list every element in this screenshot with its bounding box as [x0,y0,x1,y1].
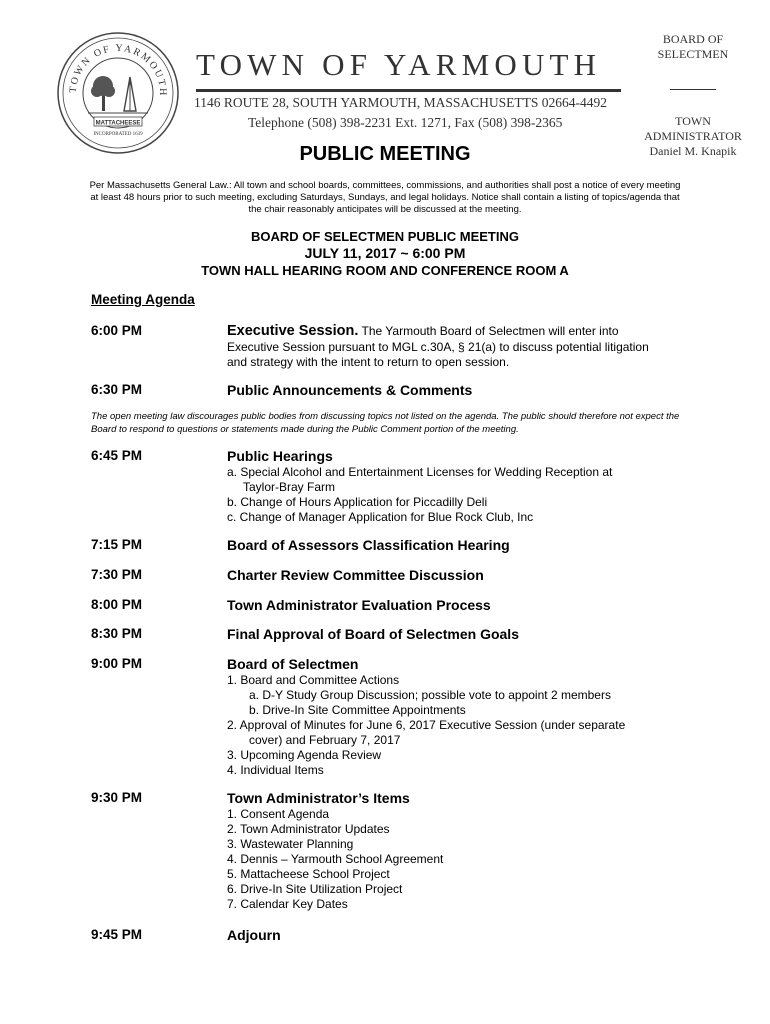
item-time: 9:30 PM [91,790,143,805]
sub-item: b. Change of Hours Application for Piccadilly Deli [227,495,488,509]
sub-item: a. Special Alcohol and Entertainment Licenses for Wedding Reception at [227,465,613,479]
admin-line-2: ADMINISTRATOR [644,129,742,143]
town-address: 1146 ROUTE 28, SOUTH YARMOUTH, MASSACHUSETTS 02664-4492 [194,95,608,110]
admin-name: Daniel M. Knapik [649,144,737,158]
item-time: 8:00 PM [91,597,143,612]
item-content [227,448,687,525]
page-title: PUBLIC MEETING [299,143,471,165]
sub-item: a. D-Y Study Group Discussion; possible vote to appoint 2 members [249,688,611,702]
meeting-location: TOWN HALL HEARING ROOM AND CONFERENCE ROOM A [201,263,569,278]
item-title: Board of Assessors Classification Hearing [227,537,510,553]
letterhead-rule [196,89,621,92]
item-title: Board of Selectmen [227,656,359,672]
item-text-line: and strategy with the intent to return to open session. [227,355,510,369]
town-title: TOWN OF YARMOUTH [196,47,602,82]
item-title: Executive Session. [227,323,359,339]
seal-top-text: TOWN OF YARMOUTH [67,42,169,98]
town-seal [56,31,180,155]
board-line-1: BOARD OF [662,32,724,46]
item-content [227,790,687,912]
sub-item: Taylor-Bray Farm [243,480,336,494]
admin-line-1: TOWN [675,114,711,128]
town-phone: Telephone (508) 398-2231 Ext. 1271, Fax (508) 398-2365 [248,115,563,130]
seal-year-text: INCORPORATED 1639 [93,132,143,137]
sub-item: c. Change of Manager Application for Blue Rock Club, Inc [227,510,534,524]
item-content [227,323,687,370]
item-time: 7:15 PM [91,537,143,552]
item-time: 8:30 PM [91,626,143,641]
sub-item: 2. Approval of Minutes for June 6, 2017 Executive Session (under separate [227,718,626,732]
item-title: Charter Review Committee Discussion [227,567,484,583]
sub-item: 3. Upcoming Agenda Review [227,748,382,762]
sub-item: 2. Town Administrator Updates [227,822,390,836]
board-line-2: SELECTMEN [657,47,729,61]
item-text-line: Executive Session pursuant to MGL c.30A, § 21(a) to discuss potential litigation [227,340,649,354]
sub-item: 4. Dennis – Yarmouth School Agreement [227,852,444,866]
item-title: Public Hearings [227,448,333,464]
item-title: Final Approval of Board of Selectmen Goals [227,626,519,642]
sub-item: 3. Wastewater Planning [227,837,354,851]
sub-item: 1. Consent Agenda [227,807,330,821]
seal-band-text: MATTACHEESE [95,120,141,127]
board-of-selectmen-label [628,32,758,62]
item-time: 7:30 PM [91,567,143,582]
sub-item: 1. Board and Committee Actions [227,673,400,687]
item-time: 6:00 PM [91,323,143,338]
sub-item: 4. Individual Items [227,763,324,777]
meeting-date: JULY 11, 2017 ~ 6:00 PM [304,245,466,261]
item-time: 9:45 PM [91,927,143,942]
item-time: 6:45 PM [91,448,143,463]
public-comment-note: The open meeting law discourages public bodies from discussing topics not listed on the agenda. The public should therefore not expect the Board to respond to questions or statements made during the Public Comment portion of the meeting. [91,411,680,435]
item-title: Town Administrator Evaluation Process [227,597,491,613]
item-time: 9:00 PM [91,656,143,671]
item-title: Adjourn [227,927,281,943]
item-title: Public Announcements & Comments [227,382,473,398]
legal-notice: Per Massachusetts General Law.: All town and school boards, committees, commissions, and authorities shall post a notice of every meeting at least 48 hours prior to such meeting, excluding Saturdays, Sundays, and legal holidays. Notice shall contain a listing of topics/agenda that the chair reasonably anticipates will be discussed at the meeting. [89,180,681,215]
meeting-header [0,228,770,279]
side-divider [628,89,758,90]
sub-item: 6. Drive-In Site Utilization Project [227,882,403,896]
sub-item: cover) and February 7, 2017 [249,733,401,747]
agenda-heading: Meeting Agenda [91,292,195,307]
meeting-body: BOARD OF SELECTMEN PUBLIC MEETING [251,229,519,244]
sub-item: b. Drive-In Site Committee Appointments [249,703,466,717]
item-title: Town Administrator’s Items [227,790,410,806]
item-time: 6:30 PM [91,382,143,397]
sub-item: 7. Calendar Key Dates [227,897,348,911]
item-content [227,656,687,778]
sub-item: 5. Mattacheese School Project [227,867,390,881]
item-text-line: The Yarmouth Board of Selectmen will enter into [358,324,619,338]
